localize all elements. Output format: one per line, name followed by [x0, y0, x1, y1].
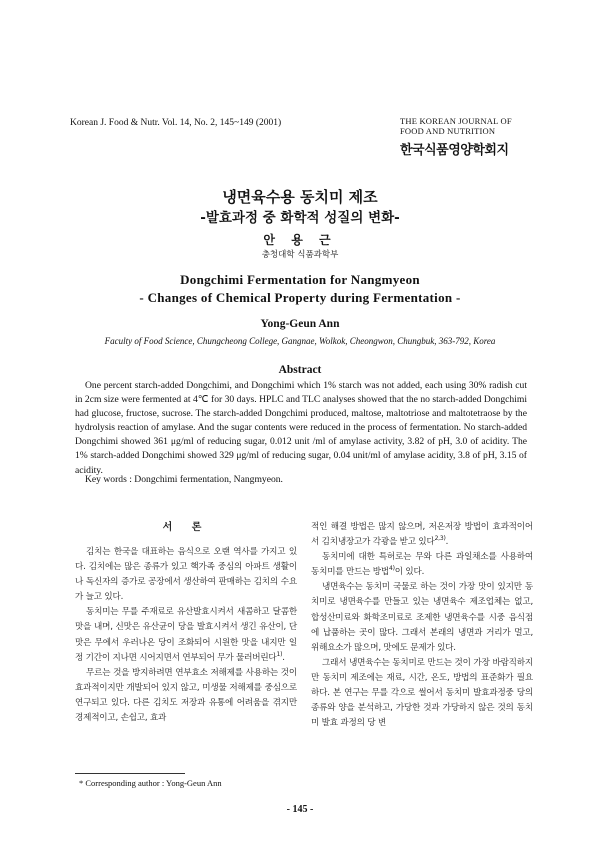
abstract-heading: Abstract — [278, 364, 322, 376]
paragraph: 그래서 냉면육수는 동치미로 만드는 것이 가장 바람직하지만 동치미 제조에는 재료, 시간, 온도, 방법의 표준화가 필요하다. 본 연구는 무를 각으로 썰어서 동치미 발효과정중 당의 종류와 양을 분석하고, 가당한 것과 가당하지 않은 것의 동치미 발효 과정의 당 변 — [311, 657, 533, 729]
footnote-divider — [75, 773, 185, 774]
left-column — [75, 520, 297, 726]
abstract-text: One percent starch-added Dongchimi, and Dongchimi which 1% starch was not added, each using 30% radish cut in 2cm size were fermented at 4℃ for 30 days. HPLC and TLC analyses showed that the no starch-added Dongchimi had glucose, fructose, sucrose. The starch-added Dongchimi produced, maltose, maltotriose and maltotetraose by the hydrolysis reaction of amylase. And the sugar contents were reduced in the process of fermentation. No starch-added Dongchimi showed 361 μg/ml of reducing sugar, 0.012 unit /ml of amylase activity, 3.82 of pH, 3.0 of acidity. The 1% starch-added Dongchimi showed 329 μg/ml of reducing sugar, 0.04 unit/ml of amylase acidity, 3.8 of pH, 3.15 of acidity. — [75, 380, 527, 476]
korean-affiliation: 충청대학 식품과학부 — [261, 250, 339, 260]
paragraph: 냉면육수는 동치미 국물로 하는 것이 가장 맛이 있지만 동치미로 냉면육수를 만들고 있는 냉면육수 제조업체는 없고, 합성산미료와 화학조미료로 조제한 냉면육수를 시중 음식점에 납품하는 곳이 많다. 그래서 본래의 냉면과 거리가 멀고, 위해요소가 많으며, 맛에도 문제가 있다. — [311, 582, 533, 653]
english-affiliation: Faculty of Food Science, Chungcheong College, Gangnae, Wolkok, Cheongwon, Chungbuk, 363-792, Korea — [104, 336, 496, 346]
english-title: Dongchimi Fermentation for Nangmyeon — [180, 272, 420, 287]
korean-subtitle: -발효과정 중 화학적 성질의 변화- — [200, 210, 400, 226]
paragraph-text-end: 이 있다. — [394, 567, 425, 578]
section-heading-introduction: 서 론 — [162, 522, 210, 533]
paragraph-text: 동치미에 대한 특허로는 무와 다른 과일채소를 사용하여 동치미를 만드는 방법 — [311, 552, 533, 578]
citation-ref: 1) — [276, 650, 283, 658]
english-subtitle: - Changes of Chemical Property during Fermentation - — [139, 290, 461, 305]
korean-author: 안 용 근 — [263, 233, 337, 247]
journal-korean-name: 한국식품영양학회지 — [400, 143, 509, 158]
english-author: Yong-Geun Ann — [260, 318, 340, 330]
footnote: * Corresponding author : Yong-Geun Ann — [79, 778, 222, 788]
citation: Korean J. Food & Nutr. Vol. 14, No. 2, 145~149 (2001) — [70, 118, 282, 128]
citation-ref: 4) — [388, 565, 395, 573]
korean-title: 냉면육수용 동치미 제조 — [222, 188, 378, 206]
page-number: - 145 - — [286, 804, 314, 815]
paragraph-text: 적인 해결 방법은 많지 않으며, 저온저장 방법이 효과적이어서 김치냉장고가 각광을 받고 있다 — [311, 522, 533, 548]
abstract-body — [75, 379, 527, 478]
paragraph-text: 동치미는 무를 주재료로 유산발효시켜서 새콤하고 달콤한 맛을 내며, 신맛은 유산균이 당을 발효시켜서 생긴 유산이, 단맛은 무에서 우러나온 당이 조화되어 시원한 맛을 내지만 일정 기간이 지나면 시어지면서 연부되어 무가 물러버린다 — [75, 607, 297, 663]
journal-english-line2: FOOD AND NUTRITION — [400, 126, 496, 136]
paragraph — [311, 550, 533, 580]
citation-ref: 2,3) — [434, 535, 446, 543]
keywords: Key words : Dongchimi fermentation, Nangmyeon. — [85, 474, 283, 485]
paragraph: 무르는 것을 방지하려면 연부효소 저해제를 사용하는 것이 효과적이지만 개발되어 있지 않고, 미생물 저해제를 중심으로 연구되고 있다. 다른 김치도 저장과 유통에 어려움을 겪지만 경제적이고, 손쉽고, 효과 — [75, 667, 297, 724]
right-column — [311, 520, 533, 731]
paragraph: 김치는 한국을 대표하는 음식으로 오랜 역사를 가지고 있다. 김치에는 많은 종류가 있고 핵가족 중심의 아파트 생활이나 독신자의 증가로 공장에서 생산하여 판매하는 김치의 수요가 늘고 있다. — [75, 547, 297, 603]
journal-header — [400, 116, 540, 158]
paragraph: 적인 해결 방법은 많지 않으며, 저온저장 방법이 효과적이어서 김치냉장고가 각광을 받고 있다$^{2,3)}$. — [311, 522, 533, 548]
journal-english-line1: THE KOREAN JOURNAL OF — [400, 116, 512, 126]
paragraph: 동치미는 무를 주재료로 유산발효시켜서 새콤하고 달콤한 맛을 내며, 신맛은 유산균이 당을 발효시켜서 생긴 유산이, 단맛은 무에서 우러나온 당이 조화되어 시원한 맛을 내지만 일정 기간이 지나면 시어지면서 연부되어 무가 물러버린다$^{1)}$. — [75, 607, 297, 663]
